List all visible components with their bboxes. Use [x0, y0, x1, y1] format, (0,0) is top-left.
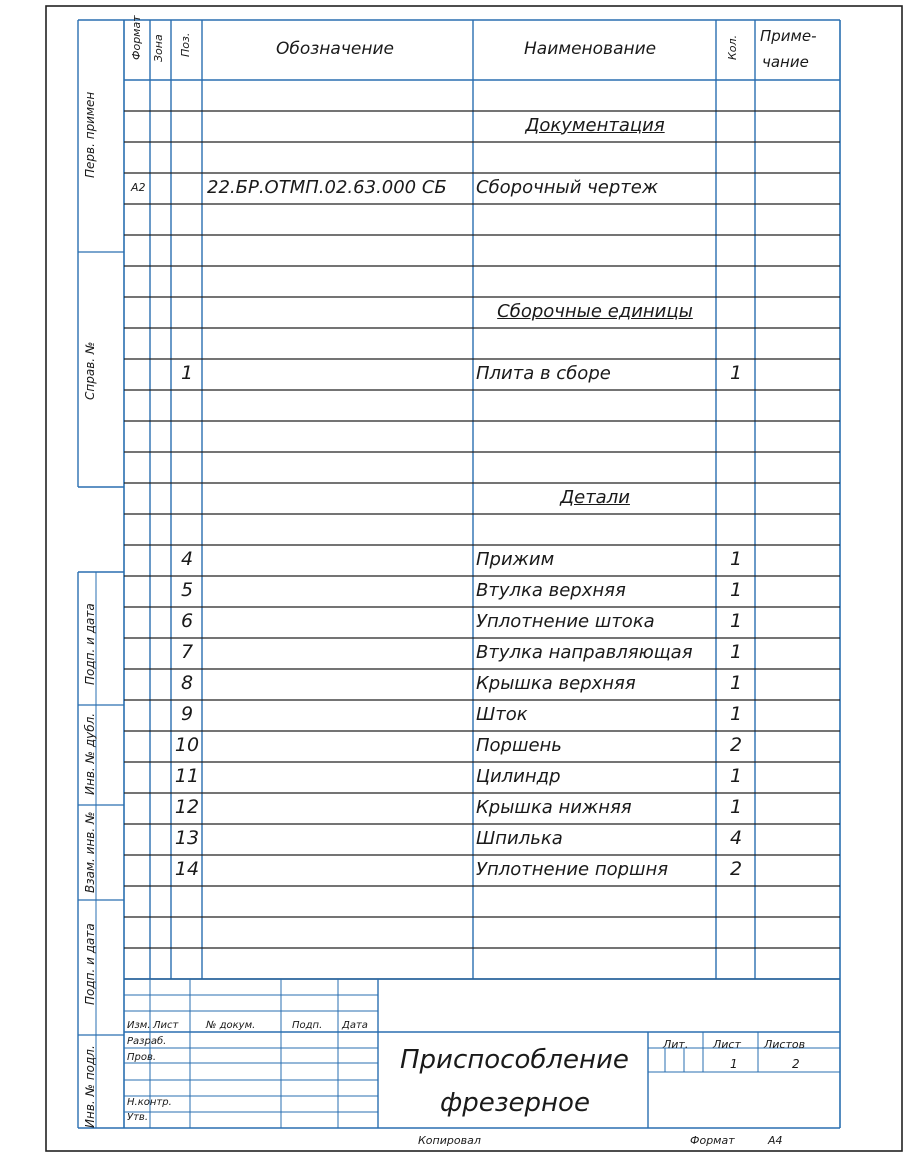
row-pos: 13 — [174, 827, 200, 850]
side-label-perv-primen: Перв. примен — [83, 91, 97, 178]
tb-sheet-label: Лист — [713, 1038, 741, 1051]
header-format: Формат — [130, 15, 143, 60]
row-name: Втулка направляющая — [476, 641, 693, 663]
tb-doc-no-label: № докум. — [206, 1020, 256, 1031]
footer-copied: Копировал — [418, 1134, 481, 1147]
row-name: Сборочный чертеж — [476, 176, 659, 198]
row-name: Крышка верхняя — [476, 672, 636, 694]
row-qty: 1 — [729, 672, 743, 695]
header-name: Наименование — [524, 39, 657, 59]
row-name: Прижим — [476, 548, 555, 570]
row-qty: 1 — [729, 641, 743, 664]
row-qty: 1 — [729, 610, 743, 633]
header-designation: Обозначение — [276, 39, 394, 59]
row-qty: 1 — [729, 548, 743, 571]
tb-title-line2: фрезерное — [440, 1088, 590, 1118]
row-qty: 1 — [729, 362, 743, 385]
section-heading: Детали — [560, 486, 630, 508]
row-qty: 1 — [729, 703, 743, 726]
row-qty: 4 — [729, 827, 743, 850]
header-note-line1: Приме- — [760, 27, 817, 45]
row-name: Шток — [476, 703, 528, 725]
row-pos: 9 — [180, 703, 194, 726]
row-qty: 1 — [729, 796, 743, 819]
section-heading: Сборочные единицы — [497, 300, 693, 322]
footer-format-label: Формат — [690, 1134, 735, 1147]
header-note-line2: чание — [762, 53, 809, 71]
row-pos: 10 — [174, 734, 200, 757]
row-qty: 1 — [729, 579, 743, 602]
row-pos: 7 — [180, 641, 194, 664]
tb-razrab-label: Разраб. — [127, 1036, 167, 1047]
row-pos: 4 — [180, 548, 194, 571]
side-label-sprav-no: Справ. № — [83, 341, 97, 400]
row-pos: 5 — [180, 579, 194, 602]
row-qty: 2 — [729, 858, 743, 881]
tb-data-label: Дата — [342, 1020, 368, 1031]
side-label-inv-podl: Инв. № подл. — [83, 1045, 97, 1128]
tb-sheet-value: 1 — [730, 1057, 738, 1071]
row-pos: 6 — [180, 610, 194, 633]
row-qty: 1 — [729, 765, 743, 788]
tb-n-kontr-label: Н.контр. — [127, 1097, 172, 1108]
tb-list-label: Лист — [153, 1020, 179, 1031]
tb-podp-label: Подп. — [292, 1020, 323, 1031]
row-name: Поршень — [476, 734, 562, 756]
tb-izm-label: Изм. — [127, 1020, 151, 1031]
row-designation: 22.БР.ОТМП.02.63.000 СБ — [207, 176, 447, 198]
row-format: А2 — [131, 181, 146, 195]
tb-utv-label: Утв. — [127, 1112, 148, 1123]
section-heading: Документация — [525, 114, 665, 136]
row-name: Втулка верхняя — [476, 579, 626, 601]
side-label-podp-data-2: Подп. и дата — [83, 923, 97, 1005]
row-qty: 2 — [729, 734, 743, 757]
tb-sheets-label: Листов — [764, 1038, 806, 1051]
tb-lit-label: Лит. — [663, 1038, 689, 1051]
row-pos: 1 — [180, 362, 194, 385]
row-name: Уплотнение поршня — [476, 858, 669, 880]
header-zone: Зона — [152, 34, 165, 62]
row-pos: 8 — [180, 672, 194, 695]
tb-title-line1: Приспособление — [400, 1045, 629, 1075]
row-name: Плита в сборе — [476, 362, 611, 384]
header-pos: Поз. — [179, 32, 192, 57]
side-label-podp-data-1: Подп. и дата — [83, 603, 97, 685]
row-name: Шпилька — [476, 827, 563, 849]
row-name: Крышка нижняя — [476, 796, 632, 818]
tb-prov-label: Пров. — [127, 1052, 157, 1063]
tb-sheets-value: 2 — [792, 1057, 800, 1071]
header-qty: Кол. — [726, 34, 739, 60]
side-label-vzam-inv: Взам. инв. № — [83, 811, 97, 893]
row-pos: 14 — [174, 858, 200, 881]
row-name: Уплотнение штока — [476, 610, 655, 632]
footer-format-value: А4 — [768, 1134, 783, 1147]
side-label-inv-dubl: Инв. № дубл. — [83, 712, 97, 795]
row-name: Цилиндр — [476, 765, 561, 787]
row-pos: 11 — [174, 765, 200, 788]
row-pos: 12 — [174, 796, 200, 819]
